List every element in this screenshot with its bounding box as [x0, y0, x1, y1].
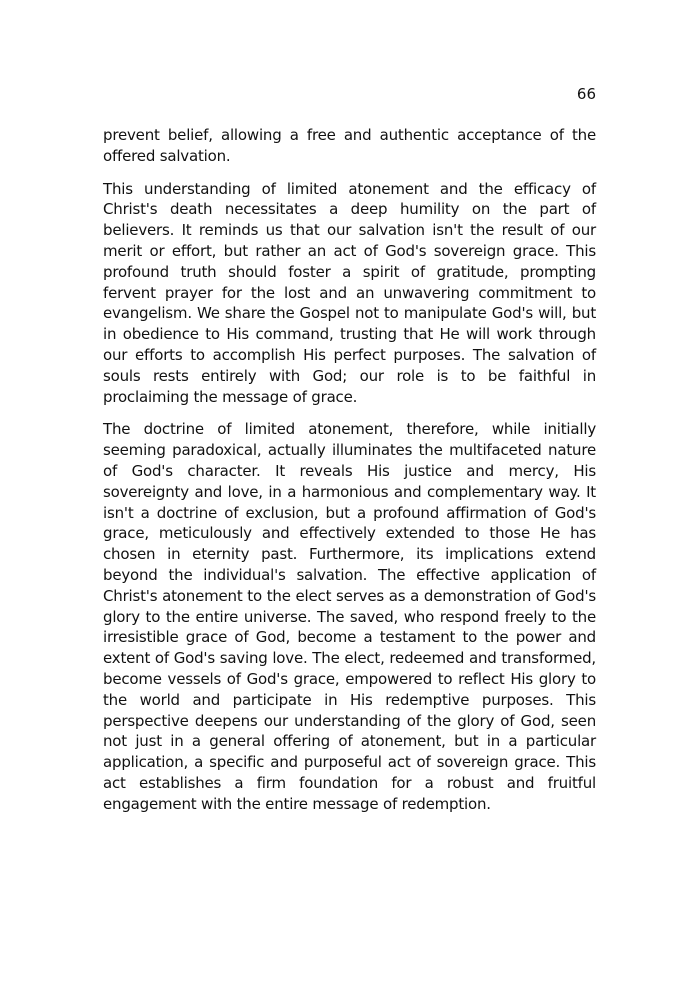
paragraph-2: This understanding of limited atonement and the efficacy of Christ's death necessitates a deep humility on the part of believers. It reminds us that our salvation isn't the result of our merit or effort, but rather an act of God's sovereign grace. This profound truth should foster a spirit of gratitude, prompting fervent prayer for the lost and an unwavering commitment to evangelism. We share the Gospel not to manipulate God's will, but in obedience to His command, trusting that He will work through our efforts to accomplish His perfect purposes. The salvation of souls rests entirely with God; our role is to be faithful in proclaiming the message of grace.: [103, 179, 596, 406]
paragraph-1: prevent belief, allowing a free and authentic acceptance of the offered salvation.: [103, 126, 596, 165]
paragraph-3: The doctrine of limited atonement, therefore, while initially seeming paradoxical, actually illuminates the multifaceted nature of God's character. It reveals His justice and mercy, His sovereignty and love, in a harmonious and complementary way. It isn't a doctrine of exclusion, but a profound affirmation of God's grace, meticulously and effectively extended to those He has chosen in eternity past. Furthermore, its implications extend beyond the individual's salvation. The effective application of Christ's atonement to the elect serves as a demonstration of God's glory to the entire universe. The saved, who respond freely to the irresistible grace of God, become a testament to the power and extent of God's saving love. The elect, redeemed and transformed, become vessels of God's grace, empowered to reflect His glory to the world and participate in His redemptive purposes. This perspective deepens our understanding of the glory of God, seen not just in a general offering of atonement, but in a particular application, a specific and purposeful act of sovereign grace. This act establishes a firm foundation for a robust and fruitful engagement with the entire message of redemption.: [103, 420, 596, 813]
page-body: [103, 125, 596, 827]
page-number: 66: [576, 85, 596, 103]
